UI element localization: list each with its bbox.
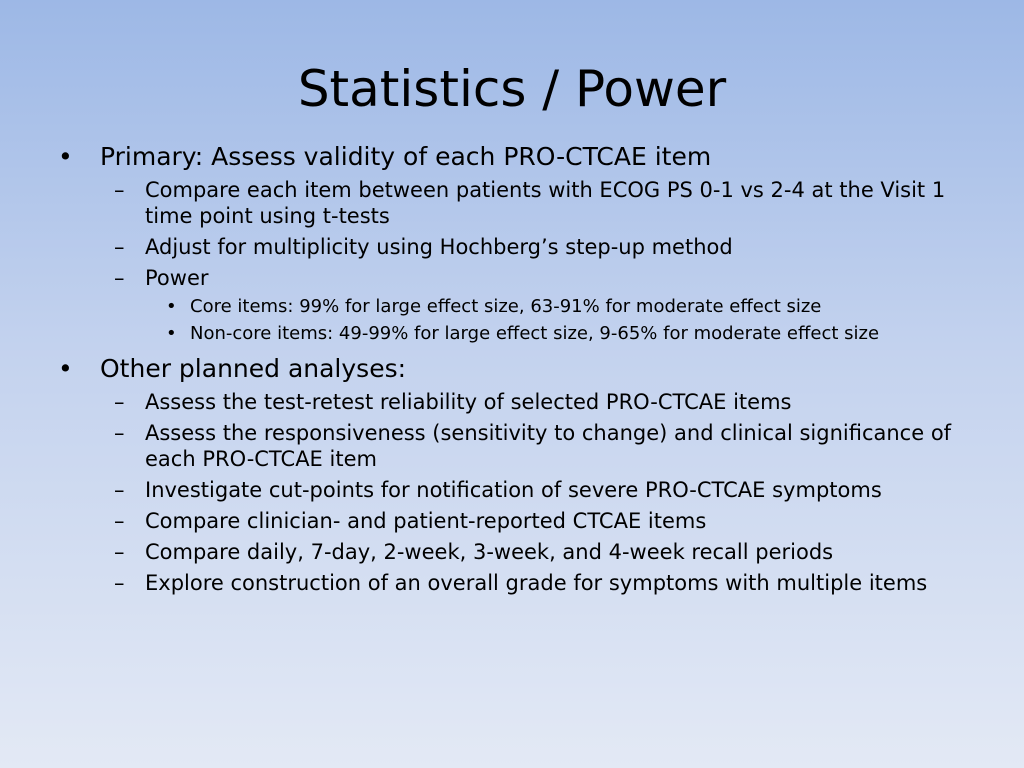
bullet-text: Primary: Assess validity of each PRO-CTCAE item bbox=[100, 142, 712, 171]
sub-bullet-text: Compare daily, 7-day, 2-week, 3-week, and 4-week recall periods bbox=[145, 540, 834, 564]
sub-bullet bbox=[58, 234, 988, 260]
sub-bullet-text: Power bbox=[145, 266, 209, 290]
sub-bullet-text: Compare each item between patients with ECOG PS 0-1 vs 2-4 at the Visit 1 time point using t-tests bbox=[145, 178, 946, 228]
sub-bullet-text: Investigate cut-points for notification of severe PRO-CTCAE symptoms bbox=[145, 478, 882, 502]
sub-bullet bbox=[58, 539, 988, 565]
sub-bullet bbox=[58, 265, 988, 291]
sub-bullet-text: Compare clinician- and patient-reported CTCAE items bbox=[145, 509, 707, 533]
dash-icon: – bbox=[114, 421, 125, 445]
sub-bullet bbox=[58, 508, 988, 534]
slide-title: Statistics / Power bbox=[297, 60, 727, 118]
dash-icon: – bbox=[114, 178, 125, 202]
dash-icon: – bbox=[114, 540, 125, 564]
dash-icon: – bbox=[114, 390, 125, 414]
sub-bullet bbox=[58, 477, 988, 503]
bullet-other-analyses bbox=[58, 354, 988, 384]
slide-body bbox=[58, 140, 988, 596]
sub-sub-bullet bbox=[58, 296, 988, 318]
dash-icon: – bbox=[114, 235, 125, 259]
sub-bullet bbox=[58, 177, 988, 229]
sub-sub-bullet bbox=[58, 323, 988, 345]
sub-bullet-text: Explore construction of an overall grade for symptoms with multiple items bbox=[145, 571, 928, 595]
sub-bullet bbox=[58, 570, 988, 596]
bullet-dot-icon: • bbox=[166, 323, 177, 344]
sub-bullet-text: Adjust for multiplicity using Hochberg’s step-up method bbox=[145, 235, 733, 259]
sub-bullet-text: Assess the responsiveness (sensitivity to change) and clinical significance of each PRO-CTCAE item bbox=[145, 421, 952, 471]
bullet-dot-icon: • bbox=[58, 142, 73, 171]
dash-icon: – bbox=[114, 478, 125, 502]
dash-icon: – bbox=[114, 509, 125, 533]
bullet-primary bbox=[58, 142, 988, 172]
dash-icon: – bbox=[114, 571, 125, 595]
bullet-dot-icon: • bbox=[166, 296, 177, 317]
sub-bullet-text: Assess the test-retest reliability of selected PRO-CTCAE items bbox=[145, 390, 792, 414]
sub-sub-bullet-text: Core items: 99% for large effect size, 63-91% for moderate effect size bbox=[190, 296, 822, 317]
sub-sub-bullet-text: Non-core items: 49-99% for large effect size, 9-65% for moderate effect size bbox=[190, 323, 880, 344]
bullet-text: Other planned analyses: bbox=[100, 354, 407, 383]
sub-bullet bbox=[58, 389, 988, 415]
sub-bullet bbox=[58, 420, 988, 472]
bullet-dot-icon: • bbox=[58, 354, 73, 383]
dash-icon: – bbox=[114, 266, 125, 290]
